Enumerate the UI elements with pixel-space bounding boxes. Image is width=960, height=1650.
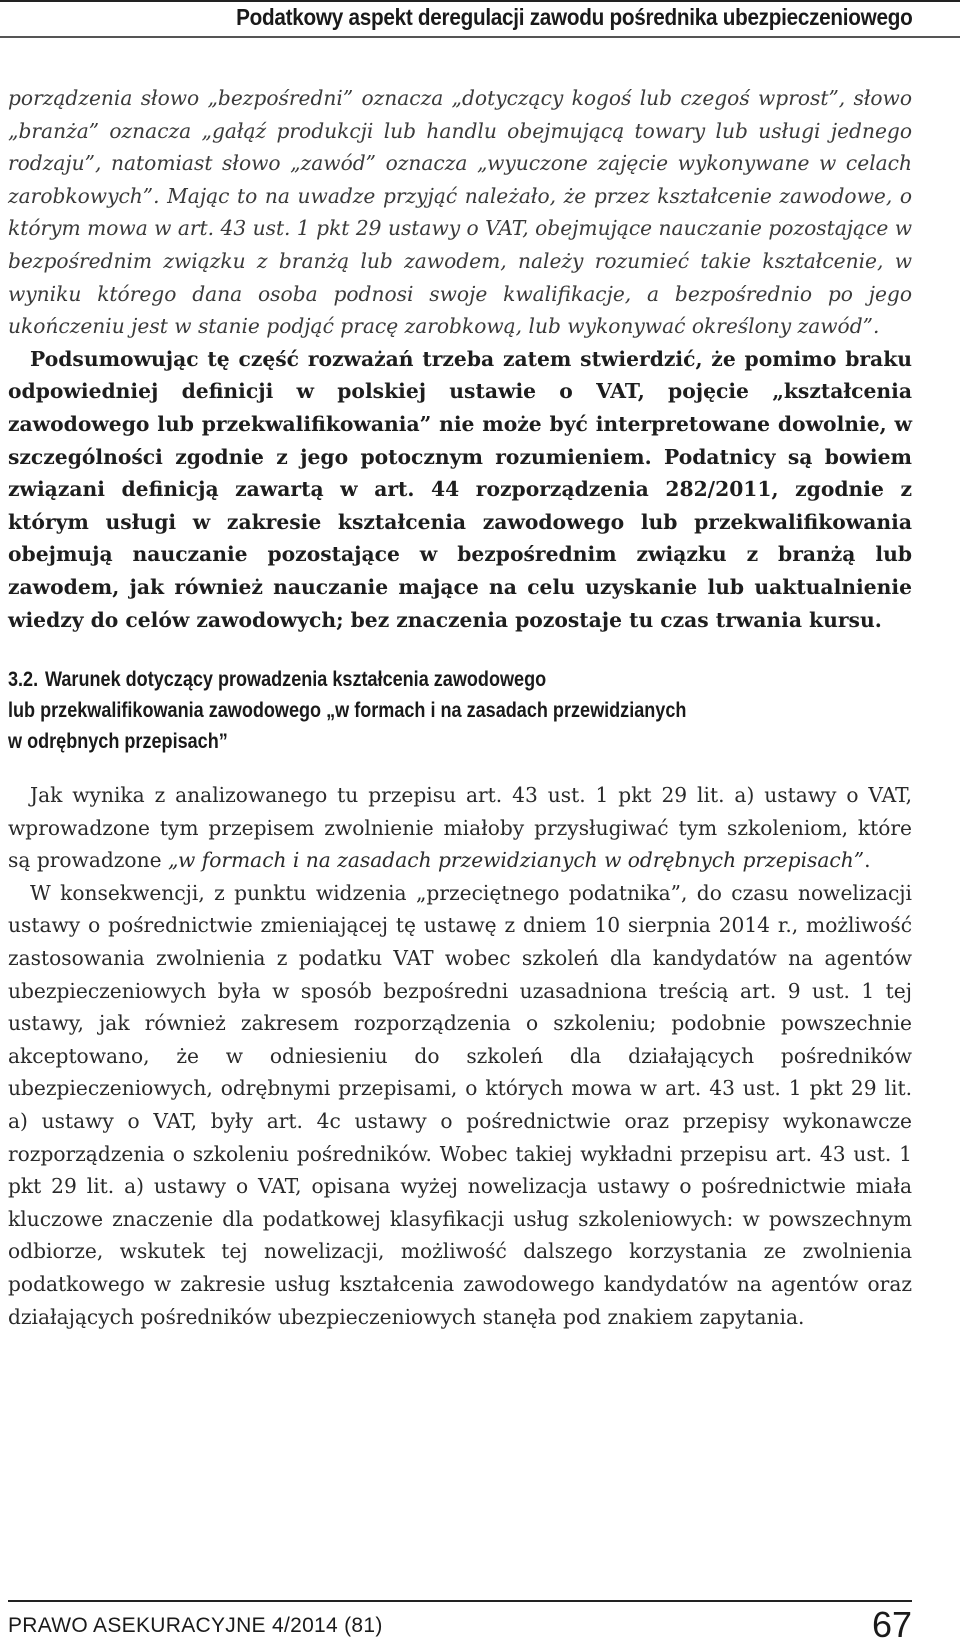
- header-top-rule: [0, 0, 960, 2]
- body-paragraph-2: W konsekwencji, z punktu widzenia „przeciętnego podatnika”, do czasu nowelizacji ustawy o pośrednictwie zmieniającej tę ustawę z dniem 10 sierpnia 2014 r., możliwość zastosowania zwolnienia z podatku VAT wobec szkoleń dla kandydatów na agentów ubezpieczeniowych była w sposób bezpośredni uzasadniona treścią art. 9 ust. 1 tej ustawy, jak również zakresem rozporządzenia o szkoleniu; podobnie powszechnie akceptowano, że w odniesieniu do szkoleń dla działających pośredników ubezpieczeniowych, odrębnymi przepisami, o których mowa w art. 43 ust. 1 pkt 29 lit. a) ustawy o VAT, były art. 4c ustawy o pośrednictwie oraz przepisy wykonawcze rozporządzenia o szkoleniu pośredników. Wobec takiej wykładni przepisu art. 43 ust. 1 pkt 29 lit. a) ustawy o VAT, opisana wyżej nowelizacja ustawy o pośrednictwie miała kluczowe znaczenie dla podatkowej klasyfikacji usług szkoleniowych: w powszechnym odbiorze, wskutek tej nowelizacji, możliwość dalszego korzystania ze zwolnienia podatkowego w zakresie usług kształcenia zawodowego kandydatów na agentów oraz działających pośredników ubezpieczeniowych stanęła pod znakiem zapytania.: [8, 880, 912, 1329]
- footer-rule: [8, 1600, 912, 1602]
- summary-paragraph: Podsumowując tę część rozważań trzeba zatem stwierdzić, że pomimo braku odpowiedniej definicji w polskiej ustawie o VAT, pojęcie „kształcenia zawodowego lub przekwalifikowania” nie może być interpretowane dowolnie, w szczególności zgodnie z jego potocznym rozumieniem. Podatnicy są bowiem związani definicją zawartą w art. 44 rozporządzenia 282/2011, zgodnie z którym usługi w zakresie kształcenia zawodowego lub przekwalifikowania obejmują nauczanie pozostające w bezpośrednim związku z branżą lub zawodem, jak również nauczanie mające na celu uzyskanie lub uaktualnienie wiedzy do celów zawodowych; bez znaczenia pozostaje tu czas trwania kursu.: [8, 346, 912, 632]
- running-title: Podatkowy aspekt deregulacji zawodu pośrednika ubezpieczeniowego: [235, 4, 912, 30]
- body-paragraph-1-quote: „w formach i na zasadach przewidzianych w odrębnych przepisach”: [167, 848, 865, 873]
- section-heading: [8, 664, 894, 757]
- quoted-interpretation-paragraph: porządzenia słowo „bezpośredni” oznacza „dotyczący kogoś lub czegoś wprost”, słowo „branża” oznacza „gałąź produkcji lub handlu obejmującą towary lub usługi jednego rodzaju”, natomiast słowo „zawód” oznacza „wyuczone zajęcie wykonywane w celach zarobkowych”. Mając to na uwadze przyjąć należało, że przez kształcenie zawodowe, o którym mowa w art. 43 ust. 1 pkt 29 ustawy o VAT, obejmujące nauczanie pozostające w bezpośrednim związku z branżą lub zawodem, należy rozumieć takie kształcenie, w wyniku którego dana osoba podnosi swoje kwalifikacje, a bezpośrednio po jego ukończeniu jest w stanie podjąć pracę zarobkową, lub wykonywać określony zawód”.: [8, 86, 912, 339]
- body-paragraph-1-lead: Jak wynika z analizowanego tu przepisu art. 43 ust. 1 pkt 29 lit. a) ustawy o VAT, wprowadzone tym przepisem zwolnienie miałoby przysługiwać tym szkoleniom, które są prowadzone: [8, 783, 912, 873]
- body-paragraph-1-end: .: [864, 848, 871, 873]
- section-heading-line-2: lub przekwalifikowania zawodowego „w formach i na zasadach przewidzianych: [8, 699, 687, 723]
- article-body: [8, 82, 912, 1333]
- section-number: 3.2.: [8, 668, 39, 692]
- section-heading-line-1: [8, 664, 894, 695]
- body-paragraph-1: [8, 779, 912, 877]
- section-heading-line-3: w odrębnych przepisach”: [8, 730, 228, 754]
- header-rule: [0, 36, 960, 38]
- page-number: 67: [871, 1604, 912, 1645]
- section-heading-text-1: Warunek dotyczący prowadzenia kształcenia zawodowego: [45, 668, 547, 692]
- page-footer: [8, 1600, 912, 1645]
- journal-issue: PRAWO ASEKURACYJNE 4/2014 (81): [8, 1614, 383, 1637]
- page-header: [0, 0, 960, 40]
